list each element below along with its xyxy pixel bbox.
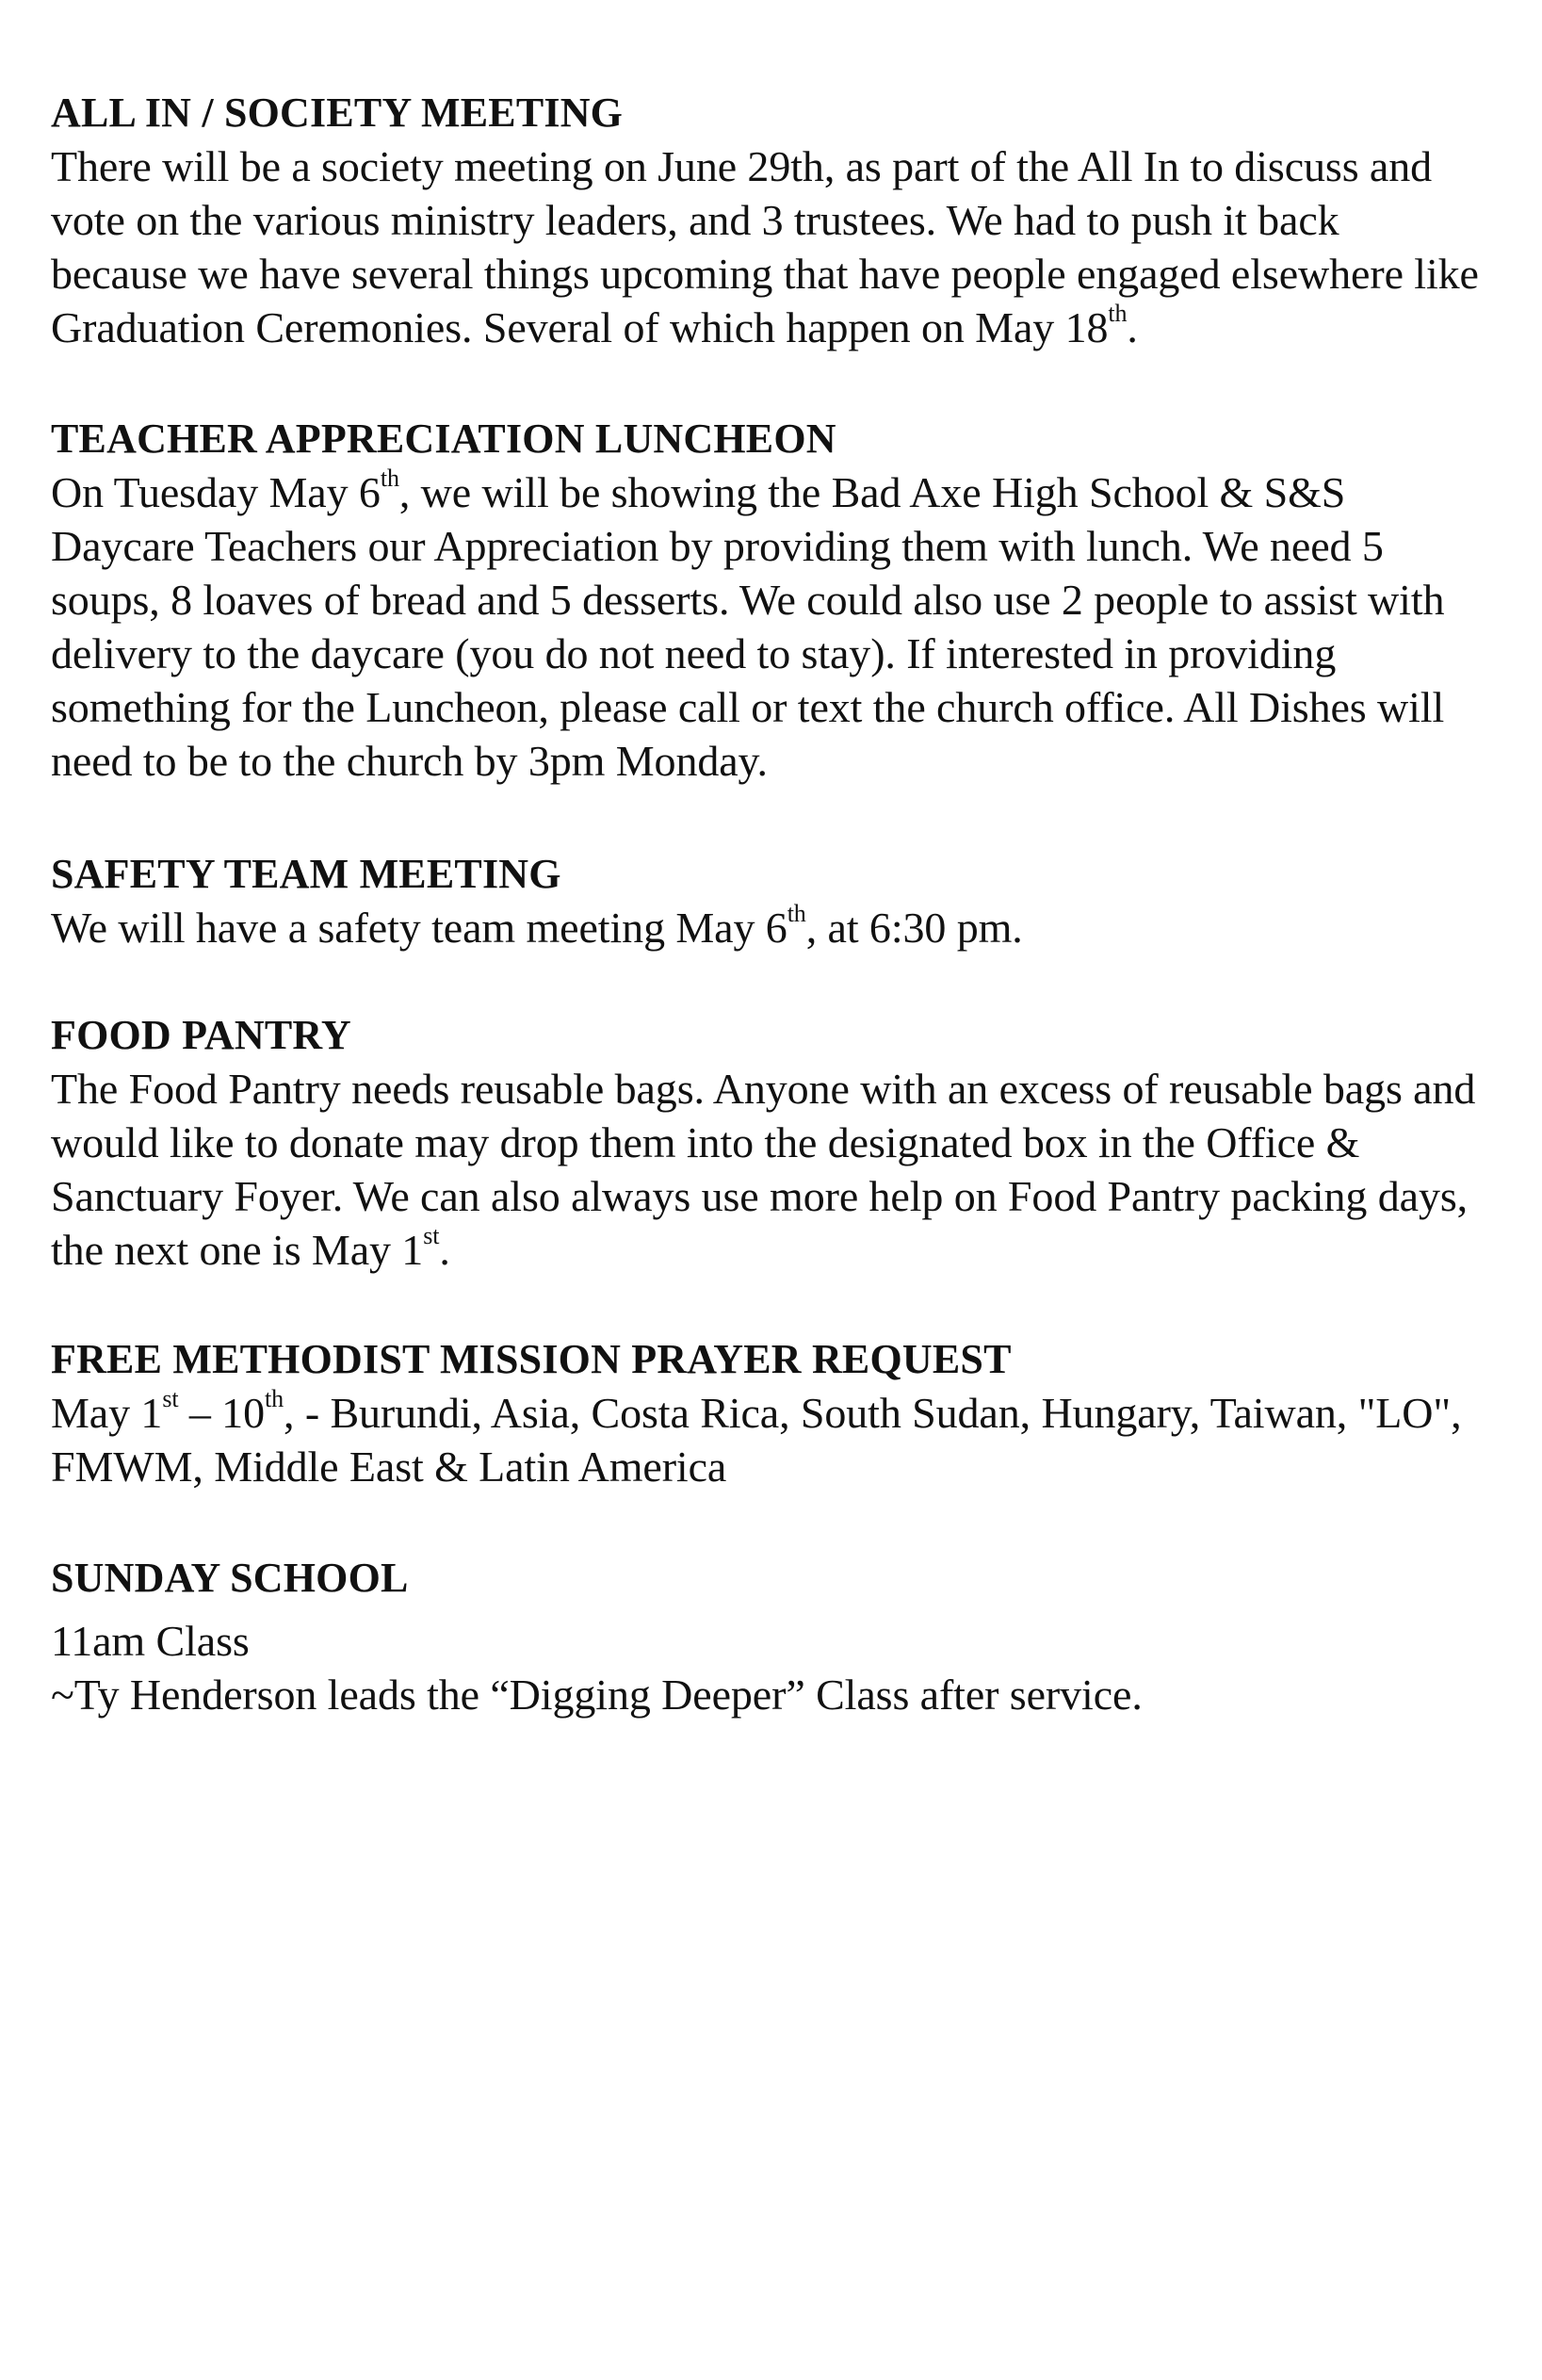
section-body: There will be a society meeting on June 29th, as part of the All In to discuss and vote on the various ministry leaders, and 3 trustees. We had to push it back because we have several things upcoming that have people engaged elsewhere like Graduation Ceremonies. Several of which happen on May 18th. (51, 142, 1479, 351)
section-body: On Tuesday May 6th, we will be showing the Bad Axe High School & S&S Daycare Teachers our Appreciation by providing them with lunch. We need 5 soups, 8 loaves of bread and 5 desserts. We could also use 2 people to assist with delivery to the daycare (you do not need to stay). If interested in providing something for the Luncheon, please call or text the church office. All Dishes will need to be to the church by 3pm Monday. (51, 464, 1445, 785)
section-heading: SAFETY TEAM MEETING (51, 851, 561, 897)
section-heading: FREE METHODIST MISSION PRAYER REQUEST (51, 1336, 1012, 1382)
section-body: The Food Pantry needs reusable bags. Anyone with an excess of reusable bags and would like to donate may drop them into the designated box in the Office & Sanctuary Foyer. We can also always use more help on Food Pantry packing days, the next one is May 1st. (51, 1065, 1476, 1274)
section-sunday-school (51, 1552, 1483, 1721)
section-heading: FOOD PANTRY (51, 1012, 351, 1058)
bulletin-page (51, 87, 1483, 1721)
sunday-school-leader: ~Ty Henderson leads the “Digging Deeper” Class after service. (51, 1671, 1143, 1719)
section-body: We will have a safety team meeting May 6th, at 6:30 pm. (51, 899, 1023, 952)
section-body: May 1st – 10th, - Burundi, Asia, Costa Rica, South Sudan, Hungary, Taiwan, "LO", FMWM, Middle East & Latin America (51, 1384, 1462, 1491)
section-heading: SUNDAY SCHOOL (51, 1555, 409, 1601)
sunday-school-class: 11am Class (51, 1617, 250, 1665)
section-heading: TEACHER APPRECIATION LUNCHEON (51, 416, 836, 462)
section-heading: ALL IN / SOCIETY MEETING (51, 90, 624, 136)
section-society-meeting (51, 87, 1483, 354)
section-mission-prayer (51, 1333, 1483, 1493)
section-safety-team (51, 848, 1483, 954)
section-teacher-luncheon (51, 413, 1483, 788)
section-food-pantry (51, 1009, 1483, 1277)
